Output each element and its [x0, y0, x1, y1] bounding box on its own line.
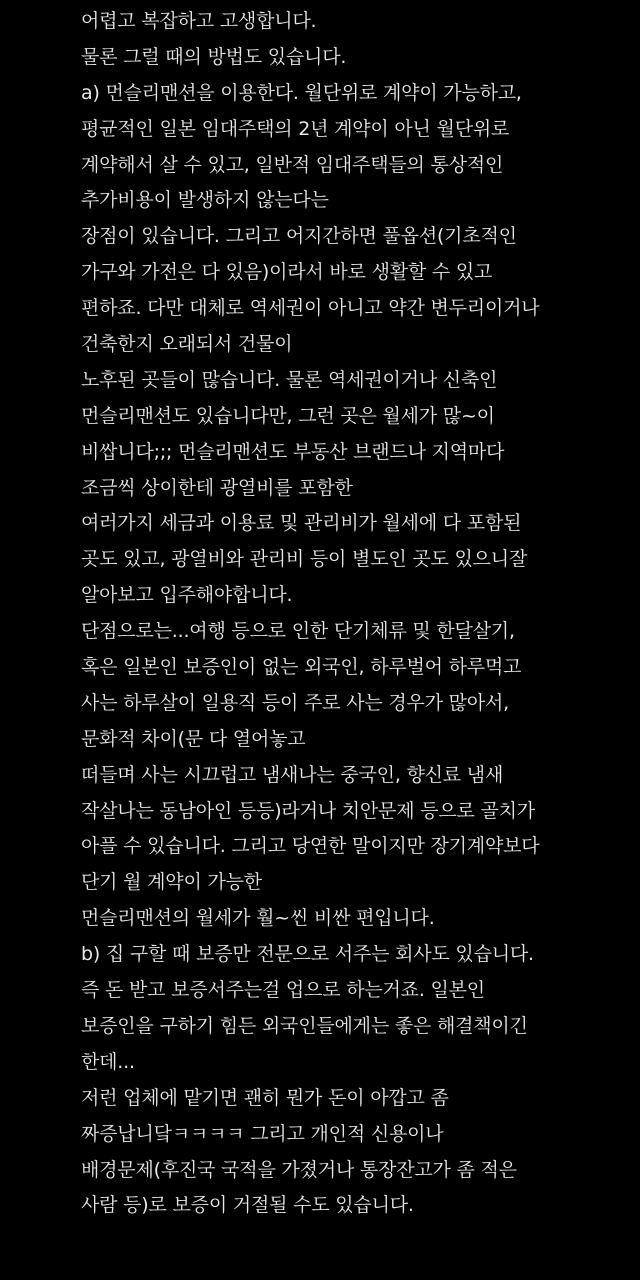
text-line: 곳도 있고, 광열비와 관리비 등이 별도인 곳도 있으니잘	[81, 548, 528, 571]
text-line: 추가비용이 발생하지 않는다는	[81, 189, 329, 212]
text-line: 보증인을 구하기 힘든 외국인들에게는 좋은 해결책이긴	[81, 1014, 528, 1037]
text-line: 배경문제(후진국 국적을 가졌거나 통장잔고가 좀 적은	[81, 1158, 517, 1181]
text-line: 편하죠. 다만 대체로 역세권이 아니고 약간 변두리이거나	[81, 297, 540, 320]
text-line: a) 먼슬리맨션을 이용한다. 월단위로 계약이 가능하고,	[81, 81, 522, 104]
text-line: 한데...	[81, 1050, 135, 1073]
text-line: 저런 업체에 맡기면 괜히 뭔가 돈이 아깝고 좀	[81, 1086, 449, 1109]
text-line: b) 집 구할 때 보증만 전문으로 서주는 회사도 있습니다.	[81, 943, 534, 966]
text-line: 작살나는 동남아인 등등)라거나 치안문제 등으로 골치가	[81, 799, 535, 822]
text-line: 물론 그럴 때의 방법도 있습니다.	[81, 45, 347, 68]
text-line: 짜증납니닼ㅋㅋㅋㅋ 그리고 개인적 신용이나	[81, 1122, 444, 1145]
text-line: 문화적 차이(문 다 열어놓고	[81, 727, 306, 750]
text-line: 어렵고 복잡하고 고생합니다.	[81, 10, 317, 32]
text-line: 먼슬리맨션의 월세가 훨~씬 비싼 편입니다.	[81, 907, 435, 930]
text-line: 건축한지 오래되서 건물이	[81, 333, 293, 356]
text-line: 조금씩 상이한테 광열비를 포함한	[81, 476, 353, 499]
text-line: 즉 돈 받고 보증서주는걸 업으로 하는거죠. 일본인	[81, 979, 485, 1002]
document-body	[81, 4, 626, 1224]
text-line: 사람 등)로 보증이 거절될 수도 있습니다.	[81, 1194, 414, 1217]
text-line: 장점이 있습니다. 그리고 어지간하면 풀옵션(기초적인	[81, 225, 517, 248]
text-line: 가구와 가전은 다 있음)이라서 바로 생활할 수 있고	[81, 261, 493, 284]
text-line: 떠들며 사는 시끄럽고 냄새나는 중국인, 향신료 냄새	[81, 763, 504, 786]
text-line: 계약해서 살 수 있고, 일반적 임대주택들의 통상적인	[81, 153, 504, 176]
text-line: 알아보고 입주해야합니다.	[81, 584, 293, 607]
text-line: 여러가지 세금과 이용료 및 관리비가 월세에 다 포함된	[81, 512, 522, 535]
text-line: 평균적인 일본 임대주택의 2년 계약이 아닌 월단위로	[81, 117, 510, 140]
text-line: 아플 수 있습니다. 그리고 당연한 말이지만 장기계약보다	[81, 835, 540, 858]
text-line: 노후된 곳들이 많습니다. 물론 역세권이거나 신축인	[81, 368, 498, 391]
text-line: 먼슬리맨션도 있습니다만, 그런 곳은 월세가 많~이	[81, 404, 495, 427]
text-line: 단기 월 계약이 가능한	[81, 871, 262, 894]
text-line: 사는 하루살이 일용직 등이 주로 사는 경우가 많아서,	[81, 691, 509, 714]
text-line: 비쌉니다;;; 먼슬리맨션도 부동산 브랜드나 지역마다	[81, 440, 505, 463]
text-line: 혹은 일본인 보증인이 없는 외국인, 하루벌어 하루먹고	[81, 656, 522, 679]
text-line: 단점으로는...여행 등으로 인한 단기체류 및 한달살기,	[81, 620, 515, 643]
